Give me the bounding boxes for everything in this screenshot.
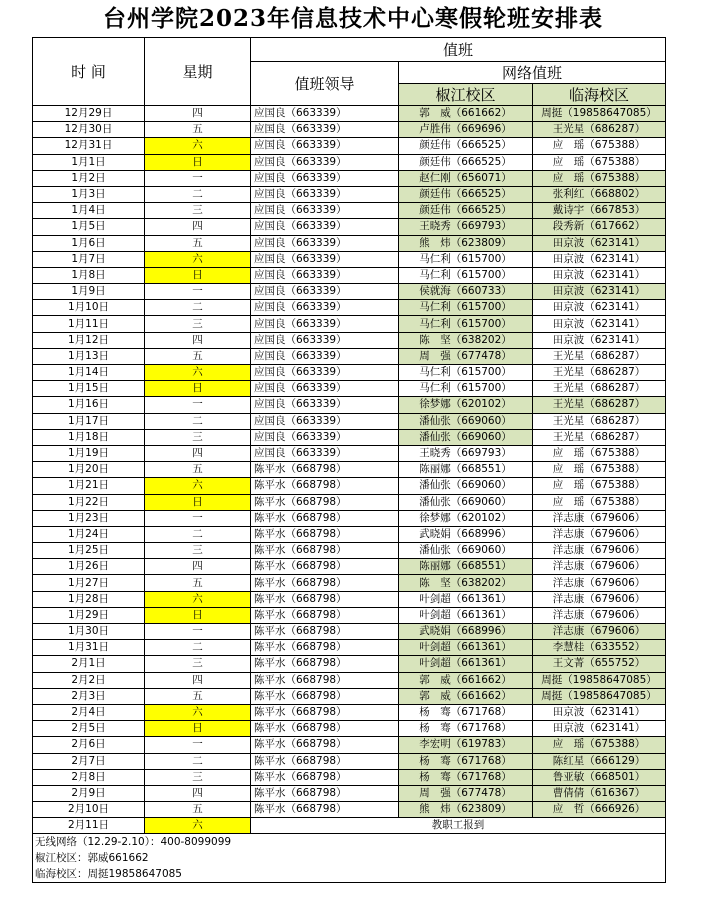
row-leader: 应国良（663339） bbox=[251, 348, 399, 364]
table-row bbox=[33, 397, 666, 413]
table-row bbox=[33, 429, 666, 445]
row-weekday: 四 bbox=[145, 219, 251, 235]
row-weekday: 六 bbox=[145, 251, 251, 267]
row-linhai: 应 瑶（675388） bbox=[533, 494, 666, 510]
row-leader: 应国良（663339） bbox=[251, 397, 399, 413]
row-jiaojiang: 叶剑超（661361） bbox=[399, 607, 533, 623]
table-row bbox=[33, 510, 666, 526]
row-linhai: 洋志康（679606） bbox=[533, 559, 666, 575]
row-date: 1月24日 bbox=[33, 526, 145, 542]
row-leader: 应国良（663339） bbox=[251, 445, 399, 461]
row-leader: 应国良（663339） bbox=[251, 332, 399, 348]
row-jiaojiang: 杨 骞（671768） bbox=[399, 769, 533, 785]
row-linhai: 戴诗宇（667853） bbox=[533, 203, 666, 219]
row-weekday: 二 bbox=[145, 413, 251, 429]
row-weekday: 四 bbox=[145, 672, 251, 688]
row-jiaojiang: 叶剑超（661361） bbox=[399, 591, 533, 607]
row-jiaojiang: 杨 骞（671768） bbox=[399, 753, 533, 769]
row-linhai: 田京波（623141） bbox=[533, 332, 666, 348]
row-leader: 应国良（663339） bbox=[251, 154, 399, 170]
row-linhai: 田京波（623141） bbox=[533, 284, 666, 300]
table-row bbox=[33, 186, 666, 202]
page-title: 台州学院2023年信息技术中心寒假轮班安排表 bbox=[102, 5, 603, 32]
row-weekday: 一 bbox=[145, 284, 251, 300]
row-jiaojiang: 马仁利（615700） bbox=[399, 316, 533, 332]
row-jiaojiang: 杨 骞（671768） bbox=[399, 704, 533, 720]
row-jiaojiang: 周 强（677478） bbox=[399, 348, 533, 364]
table-row bbox=[33, 607, 666, 623]
row-jiaojiang: 潘仙张（669060） bbox=[399, 413, 533, 429]
row-date: 1月17日 bbox=[33, 413, 145, 429]
row-date: 1月5日 bbox=[33, 219, 145, 235]
row-linhai: 洋志康（679606） bbox=[533, 526, 666, 542]
row-date: 1月4日 bbox=[33, 203, 145, 219]
notes-row bbox=[33, 834, 666, 883]
note-jiaojiang: 椒江校区：郭威661662 bbox=[35, 852, 149, 865]
row-leader: 应国良（663339） bbox=[251, 235, 399, 251]
row-date: 1月25日 bbox=[33, 543, 145, 559]
row-jiaojiang: 郭 威（661662） bbox=[399, 106, 533, 122]
table-row bbox=[33, 300, 666, 316]
table-row bbox=[33, 559, 666, 575]
row-jiaojiang: 马仁利（615700） bbox=[399, 365, 533, 381]
row-leader: 应国良（663339） bbox=[251, 122, 399, 138]
note-linhai: 临海校区：周挺19858647085 bbox=[35, 868, 182, 881]
row-weekday: 四 bbox=[145, 445, 251, 461]
row-leader: 应国良（663339） bbox=[251, 219, 399, 235]
row-weekday: 一 bbox=[145, 397, 251, 413]
row-leader: 陈平水（668798） bbox=[251, 721, 399, 737]
row-linhai: 王光星（686287） bbox=[533, 429, 666, 445]
row-jiaojiang: 颜廷伟（666525） bbox=[399, 186, 533, 202]
row-date: 1月19日 bbox=[33, 445, 145, 461]
table-row-last bbox=[33, 818, 666, 834]
row-weekday: 五 bbox=[145, 122, 251, 138]
row-jiaojiang: 叶剑超（661361） bbox=[399, 640, 533, 656]
row-linhai: 张利红（668802） bbox=[533, 186, 666, 202]
row-linhai: 曹倩倩（616367） bbox=[533, 785, 666, 801]
row-leader: 陈平水（668798） bbox=[251, 591, 399, 607]
row-weekday: 二 bbox=[145, 186, 251, 202]
row-date: 2月11日 bbox=[33, 818, 145, 834]
header-campus-jiaojiang: 椒江校区 bbox=[399, 84, 533, 106]
table-row bbox=[33, 688, 666, 704]
row-linhai: 王文菁（655752） bbox=[533, 656, 666, 672]
row-weekday: 日 bbox=[145, 154, 251, 170]
row-date: 2月4日 bbox=[33, 704, 145, 720]
row-weekday: 六 bbox=[145, 591, 251, 607]
row-date: 2月8日 bbox=[33, 769, 145, 785]
row-weekday: 一 bbox=[145, 170, 251, 186]
notes-cell bbox=[33, 834, 666, 883]
row-date: 1月13日 bbox=[33, 348, 145, 364]
row-date: 1月18日 bbox=[33, 429, 145, 445]
row-jiaojiang: 陈丽娜（668551） bbox=[399, 559, 533, 575]
header-campus-linhai: 临海校区 bbox=[533, 84, 666, 106]
row-date: 1月9日 bbox=[33, 284, 145, 300]
row-leader: 陈平水（668798） bbox=[251, 802, 399, 818]
row-weekday: 六 bbox=[145, 365, 251, 381]
row-date: 2月5日 bbox=[33, 721, 145, 737]
header-network: 网络值班 bbox=[399, 62, 666, 84]
note-wireless: 无线网络（12.29-2.10）：400-8099099 bbox=[35, 836, 232, 849]
row-linhai: 周挺（19858647085） bbox=[533, 672, 666, 688]
table-row bbox=[33, 543, 666, 559]
row-leader: 陈平水（668798） bbox=[251, 753, 399, 769]
row-linhai: 应 瑶（675388） bbox=[533, 462, 666, 478]
row-jiaojiang: 马仁利（615700） bbox=[399, 267, 533, 283]
table-row bbox=[33, 656, 666, 672]
row-leader: 陈平水（668798） bbox=[251, 559, 399, 575]
row-weekday: 二 bbox=[145, 640, 251, 656]
row-weekday: 日 bbox=[145, 607, 251, 623]
row-date: 2月1日 bbox=[33, 656, 145, 672]
row-linhai: 田京波（623141） bbox=[533, 300, 666, 316]
row-date: 1月14日 bbox=[33, 365, 145, 381]
table-row bbox=[33, 478, 666, 494]
row-date: 2月9日 bbox=[33, 785, 145, 801]
table-row bbox=[33, 154, 666, 170]
row-date: 1月3日 bbox=[33, 186, 145, 202]
row-weekday: 二 bbox=[145, 526, 251, 542]
row-leader: 应国良（663339） bbox=[251, 365, 399, 381]
table-row bbox=[33, 769, 666, 785]
row-date: 1月26日 bbox=[33, 559, 145, 575]
row-leader: 陈平水（668798） bbox=[251, 494, 399, 510]
table-row bbox=[33, 413, 666, 429]
row-linhai: 鲁亚敏（668501） bbox=[533, 769, 666, 785]
row-date: 1月29日 bbox=[33, 607, 145, 623]
row-jiaojiang: 杨 骞（671768） bbox=[399, 721, 533, 737]
row-linhai: 应 瑶（675388） bbox=[533, 138, 666, 154]
row-weekday: 六 bbox=[145, 138, 251, 154]
row-weekday: 三 bbox=[145, 429, 251, 445]
row-jiaojiang: 徐梦娜（620102） bbox=[399, 510, 533, 526]
row-linhai: 应 瑶（675388） bbox=[533, 478, 666, 494]
row-leader: 应国良（663339） bbox=[251, 106, 399, 122]
table-row bbox=[33, 219, 666, 235]
table-row bbox=[33, 122, 666, 138]
row-leader: 应国良（663339） bbox=[251, 251, 399, 267]
row-linhai: 陈红星（666129） bbox=[533, 753, 666, 769]
row-jiaojiang: 陈 坚（638202） bbox=[399, 575, 533, 591]
row-leader: 应国良（663339） bbox=[251, 170, 399, 186]
row-linhai: 周挺（19858647085） bbox=[533, 106, 666, 122]
row-jiaojiang: 武晓娟（668996） bbox=[399, 526, 533, 542]
row-jiaojiang: 王晓秀（669793） bbox=[399, 445, 533, 461]
row-weekday: 六 bbox=[145, 818, 251, 834]
row-jiaojiang: 卢胜伟（669696） bbox=[399, 122, 533, 138]
table-row bbox=[33, 526, 666, 542]
row-leader: 应国良（663339） bbox=[251, 381, 399, 397]
row-weekday: 二 bbox=[145, 300, 251, 316]
row-weekday: 日 bbox=[145, 381, 251, 397]
row-weekday: 一 bbox=[145, 737, 251, 753]
row-leader: 陈平水（668798） bbox=[251, 688, 399, 704]
row-jiaojiang: 叶剑超（661361） bbox=[399, 656, 533, 672]
row-linhai: 田京波（623141） bbox=[533, 251, 666, 267]
row-linhai: 王光星（686287） bbox=[533, 397, 666, 413]
header-duty: 值班 bbox=[251, 38, 666, 62]
row-weekday: 五 bbox=[145, 348, 251, 364]
row-weekday: 三 bbox=[145, 543, 251, 559]
row-leader: 应国良（663339） bbox=[251, 186, 399, 202]
row-linhai: 洋志康（679606） bbox=[533, 591, 666, 607]
row-weekday: 一 bbox=[145, 624, 251, 640]
row-date: 1月11日 bbox=[33, 316, 145, 332]
row-jiaojiang: 潘仙张（669060） bbox=[399, 543, 533, 559]
row-jiaojiang: 周 强（677478） bbox=[399, 785, 533, 801]
row-leader: 陈平水（668798） bbox=[251, 543, 399, 559]
row-date: 2月3日 bbox=[33, 688, 145, 704]
table-row bbox=[33, 348, 666, 364]
row-jiaojiang: 马仁利（615700） bbox=[399, 381, 533, 397]
row-date: 1月21日 bbox=[33, 478, 145, 494]
row-weekday: 五 bbox=[145, 688, 251, 704]
row-leader: 应国良（663339） bbox=[251, 316, 399, 332]
row-linhai: 段秀新（617662） bbox=[533, 219, 666, 235]
row-date: 1月10日 bbox=[33, 300, 145, 316]
row-weekday: 日 bbox=[145, 494, 251, 510]
header-weekday: 星期 bbox=[145, 38, 251, 106]
row-leader: 陈平水（668798） bbox=[251, 785, 399, 801]
table-row bbox=[33, 251, 666, 267]
row-jiaojiang: 潘仙张（669060） bbox=[399, 429, 533, 445]
row-leader: 陈平水（668798） bbox=[251, 526, 399, 542]
row-date: 1月31日 bbox=[33, 640, 145, 656]
row-jiaojiang: 颜廷伟（666525） bbox=[399, 138, 533, 154]
row-leader: 陈平水（668798） bbox=[251, 462, 399, 478]
row-jiaojiang: 熊 炜（623809） bbox=[399, 235, 533, 251]
row-date: 1月20日 bbox=[33, 462, 145, 478]
row-weekday: 三 bbox=[145, 203, 251, 219]
row-linhai: 应 瑶（675388） bbox=[533, 445, 666, 461]
row-date: 2月7日 bbox=[33, 753, 145, 769]
table-row bbox=[33, 203, 666, 219]
row-linhai: 田京波（623141） bbox=[533, 316, 666, 332]
row-weekday: 五 bbox=[145, 802, 251, 818]
row-weekday: 四 bbox=[145, 559, 251, 575]
row-jiaojiang: 马仁利（615700） bbox=[399, 300, 533, 316]
row-leader: 陈平水（668798） bbox=[251, 704, 399, 720]
row-weekday: 四 bbox=[145, 785, 251, 801]
table-row bbox=[33, 672, 666, 688]
row-date: 12月30日 bbox=[33, 122, 145, 138]
row-linhai: 田京波（623141） bbox=[533, 721, 666, 737]
row-linhai: 王光星（686287） bbox=[533, 365, 666, 381]
row-linhai: 李慧桂（633552） bbox=[533, 640, 666, 656]
row-linhai: 洋志康（679606） bbox=[533, 543, 666, 559]
row-weekday: 六 bbox=[145, 704, 251, 720]
row-weekday: 四 bbox=[145, 106, 251, 122]
table-row bbox=[33, 591, 666, 607]
row-jiaojiang: 王晓秀（669793） bbox=[399, 219, 533, 235]
table-row bbox=[33, 138, 666, 154]
row-date: 1月23日 bbox=[33, 510, 145, 526]
row-weekday: 二 bbox=[145, 753, 251, 769]
row-date: 12月29日 bbox=[33, 106, 145, 122]
row-linhai: 田京波（623141） bbox=[533, 235, 666, 251]
table-row bbox=[33, 170, 666, 186]
row-jiaojiang: 潘仙张（669060） bbox=[399, 478, 533, 494]
row-linhai: 洋志康（679606） bbox=[533, 624, 666, 640]
row-jiaojiang: 颜廷伟（666525） bbox=[399, 203, 533, 219]
row-date: 1月6日 bbox=[33, 235, 145, 251]
row-weekday: 三 bbox=[145, 656, 251, 672]
row-linhai: 周挺（19858647085） bbox=[533, 688, 666, 704]
row-leader: 陈平水（668798） bbox=[251, 510, 399, 526]
row-linhai: 王光星（686287） bbox=[533, 413, 666, 429]
table-row bbox=[33, 445, 666, 461]
row-jiaojiang: 武晓娟（668996） bbox=[399, 624, 533, 640]
row-date: 1月16日 bbox=[33, 397, 145, 413]
table-row bbox=[33, 802, 666, 818]
row-date: 2月10日 bbox=[33, 802, 145, 818]
row-leader: 应国良（663339） bbox=[251, 203, 399, 219]
row-weekday: 三 bbox=[145, 769, 251, 785]
row-weekday: 五 bbox=[145, 235, 251, 251]
row-leader: 陈平水（668798） bbox=[251, 478, 399, 494]
table-row bbox=[33, 785, 666, 801]
row-note: 教职工报到 bbox=[251, 818, 666, 834]
header-time: 时 间 bbox=[33, 38, 145, 106]
row-linhai: 田京波（623141） bbox=[533, 267, 666, 283]
row-linhai: 应 瑶（675388） bbox=[533, 737, 666, 753]
row-date: 2月6日 bbox=[33, 737, 145, 753]
row-leader: 陈平水（668798） bbox=[251, 672, 399, 688]
table-row bbox=[33, 624, 666, 640]
row-date: 1月15日 bbox=[33, 381, 145, 397]
table-row bbox=[33, 365, 666, 381]
row-jiaojiang: 赵仁刚（656071） bbox=[399, 170, 533, 186]
row-jiaojiang: 郭 威（661662） bbox=[399, 672, 533, 688]
row-weekday: 四 bbox=[145, 332, 251, 348]
table-row bbox=[33, 640, 666, 656]
table-row bbox=[33, 494, 666, 510]
table-row bbox=[33, 106, 666, 122]
row-linhai: 洋志康（679606） bbox=[533, 510, 666, 526]
row-leader: 陈平水（668798） bbox=[251, 656, 399, 672]
row-leader: 应国良（663339） bbox=[251, 413, 399, 429]
table-row bbox=[33, 267, 666, 283]
row-date: 1月2日 bbox=[33, 170, 145, 186]
row-jiaojiang: 潘仙张（669060） bbox=[399, 494, 533, 510]
row-weekday: 六 bbox=[145, 478, 251, 494]
row-jiaojiang: 郭 威（661662） bbox=[399, 688, 533, 704]
row-linhai: 应 哲（666926） bbox=[533, 802, 666, 818]
row-leader: 应国良（663339） bbox=[251, 138, 399, 154]
row-leader: 陈平水（668798） bbox=[251, 607, 399, 623]
row-linhai: 王光星（686287） bbox=[533, 381, 666, 397]
row-date: 1月22日 bbox=[33, 494, 145, 510]
row-leader: 陈平水（668798） bbox=[251, 640, 399, 656]
table-row bbox=[33, 316, 666, 332]
row-leader: 陈平水（668798） bbox=[251, 624, 399, 640]
row-leader: 陈平水（668798） bbox=[251, 737, 399, 753]
row-date: 1月7日 bbox=[33, 251, 145, 267]
table-row bbox=[33, 721, 666, 737]
table-row bbox=[33, 332, 666, 348]
row-jiaojiang: 李宏明（619783） bbox=[399, 737, 533, 753]
row-weekday: 日 bbox=[145, 721, 251, 737]
row-weekday: 三 bbox=[145, 316, 251, 332]
table-row bbox=[33, 462, 666, 478]
row-jiaojiang: 颜廷伟（666525） bbox=[399, 154, 533, 170]
row-linhai: 应 瑶（675388） bbox=[533, 154, 666, 170]
row-jiaojiang: 侯就海（660733） bbox=[399, 284, 533, 300]
header-leader: 值班领导 bbox=[251, 62, 399, 106]
row-date: 1月1日 bbox=[33, 154, 145, 170]
row-date: 1月28日 bbox=[33, 591, 145, 607]
row-date: 12月31日 bbox=[33, 138, 145, 154]
table-row bbox=[33, 381, 666, 397]
row-linhai: 田京波（623141） bbox=[533, 704, 666, 720]
row-jiaojiang: 徐梦娜（620102） bbox=[399, 397, 533, 413]
row-linhai: 洋志康（679606） bbox=[533, 575, 666, 591]
row-weekday: 五 bbox=[145, 462, 251, 478]
row-leader: 应国良（663339） bbox=[251, 284, 399, 300]
row-jiaojiang: 陈 坚（638202） bbox=[399, 332, 533, 348]
row-leader: 陈平水（668798） bbox=[251, 575, 399, 591]
table-row bbox=[33, 575, 666, 591]
table-row bbox=[33, 704, 666, 720]
row-jiaojiang: 马仁利（615700） bbox=[399, 251, 533, 267]
row-linhai: 洋志康（679606） bbox=[533, 607, 666, 623]
row-jiaojiang: 陈丽娜（668551） bbox=[399, 462, 533, 478]
duty-table bbox=[32, 37, 666, 883]
row-linhai: 王光星（686287） bbox=[533, 122, 666, 138]
row-jiaojiang: 熊 炜（623809） bbox=[399, 802, 533, 818]
table-row bbox=[33, 737, 666, 753]
table-row bbox=[33, 284, 666, 300]
row-date: 1月12日 bbox=[33, 332, 145, 348]
row-leader: 应国良（663339） bbox=[251, 267, 399, 283]
table-row bbox=[33, 753, 666, 769]
row-leader: 应国良（663339） bbox=[251, 429, 399, 445]
row-linhai: 应 瑶（675388） bbox=[533, 170, 666, 186]
row-date: 1月8日 bbox=[33, 267, 145, 283]
row-date: 2月2日 bbox=[33, 672, 145, 688]
table-row bbox=[33, 235, 666, 251]
row-linhai: 王光星（686287） bbox=[533, 348, 666, 364]
row-weekday: 五 bbox=[145, 575, 251, 591]
row-date: 1月30日 bbox=[33, 624, 145, 640]
row-date: 1月27日 bbox=[33, 575, 145, 591]
row-weekday: 一 bbox=[145, 510, 251, 526]
row-weekday: 日 bbox=[145, 267, 251, 283]
row-leader: 陈平水（668798） bbox=[251, 769, 399, 785]
row-leader: 应国良（663339） bbox=[251, 300, 399, 316]
